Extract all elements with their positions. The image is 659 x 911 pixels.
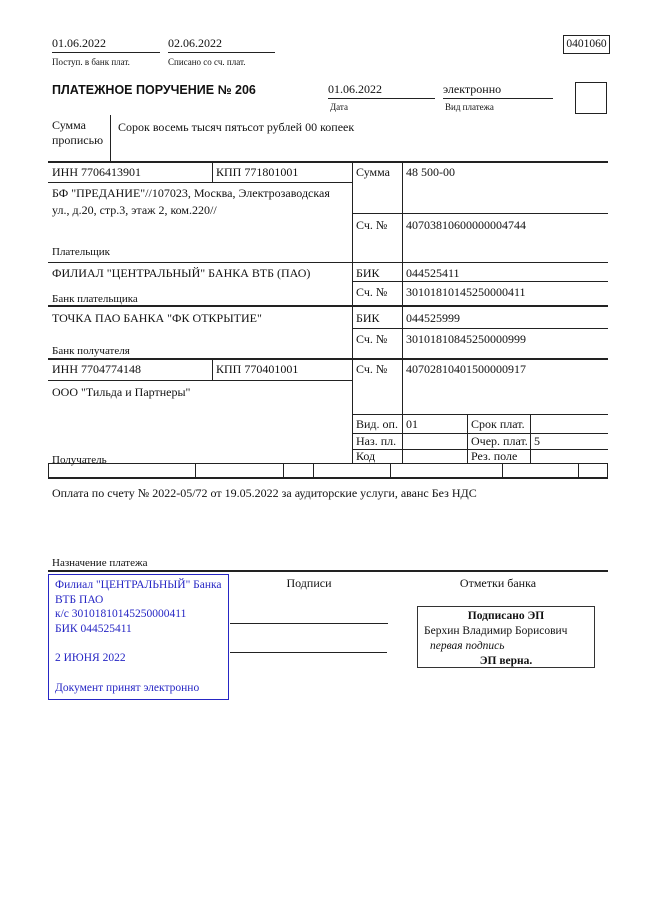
payer-bank-bik: 044525411 bbox=[406, 266, 460, 280]
line bbox=[48, 161, 608, 163]
stamp-bank-name: Филиал "ЦЕНТРАЛЬНЫЙ" Банка ВТБ ПАО bbox=[55, 579, 222, 606]
payment-kind-label: Вид платежа bbox=[445, 102, 494, 112]
payer-inn: ИНН 7706413901 bbox=[52, 165, 141, 179]
line bbox=[48, 262, 608, 263]
payer-bank-bik-label: БИК bbox=[356, 266, 380, 280]
purpose-code-label: Наз. пл. bbox=[356, 434, 397, 448]
payee-kpp: КПП 770401001 bbox=[216, 362, 299, 376]
payee-bank-bik-label: БИК bbox=[356, 311, 380, 325]
line bbox=[48, 570, 608, 572]
line bbox=[48, 463, 608, 464]
received-date: 01.06.2022 bbox=[52, 36, 160, 53]
esign-title: Подписано ЭП bbox=[467, 610, 545, 622]
line bbox=[402, 161, 403, 463]
amount-words-value: Сорок восемь тысяч пятьсот рублей 00 копеек bbox=[118, 120, 355, 134]
line bbox=[313, 463, 314, 477]
line bbox=[48, 477, 608, 479]
payee-bank-name: ТОЧКА ПАО БАНКА "ФК ОТКРЫТИЕ" bbox=[52, 311, 262, 325]
signatures-label: Подписи bbox=[286, 576, 332, 590]
line bbox=[352, 161, 353, 463]
line bbox=[48, 380, 352, 381]
amount-words-label: Сумма прописью bbox=[52, 118, 104, 147]
amount-value: 48 500-00 bbox=[406, 165, 455, 179]
reserve-field-label: Рез. поле bbox=[471, 449, 518, 463]
payment-kind-square bbox=[575, 82, 607, 114]
stamp-bik: БИК 044525411 bbox=[55, 622, 132, 635]
amount-label: Сумма bbox=[356, 165, 390, 179]
document-date: 01.06.2022 bbox=[328, 82, 435, 99]
payee-bank-account: 30101810845250000999 bbox=[406, 332, 526, 346]
line bbox=[195, 463, 196, 477]
payer-kpp: КПП 771801001 bbox=[216, 165, 299, 179]
payee-inn: ИНН 7704774148 bbox=[52, 362, 141, 376]
code-label: Код bbox=[356, 449, 376, 463]
line bbox=[390, 463, 391, 477]
esign-kind: первая подпись bbox=[430, 640, 505, 652]
line bbox=[467, 414, 468, 463]
payee-account-label: Сч. № bbox=[356, 362, 388, 376]
payee-bank-bik: 044525999 bbox=[406, 311, 460, 325]
line bbox=[352, 281, 608, 282]
line bbox=[352, 213, 608, 214]
debited-date-label: Списано со сч. плат. bbox=[168, 57, 246, 67]
stamp-note: Документ принят электронно bbox=[55, 681, 200, 694]
line bbox=[502, 463, 503, 477]
line bbox=[212, 358, 213, 380]
line bbox=[530, 414, 531, 463]
line bbox=[283, 463, 284, 477]
payer-bank-account-label: Сч. № bbox=[356, 285, 388, 299]
esign-status: ЭП верна. bbox=[479, 655, 533, 667]
payee-name: ООО "Тильда и Партнеры" bbox=[52, 385, 191, 399]
bank-marks-label: Отметки банка bbox=[459, 576, 537, 590]
esign-box bbox=[417, 606, 595, 668]
payer-label: Плательщик bbox=[52, 246, 110, 258]
line bbox=[48, 182, 352, 183]
requisites-table bbox=[48, 161, 608, 479]
payee-account: 40702810401500000917 bbox=[406, 362, 526, 376]
payer-account-label: Сч. № bbox=[356, 218, 388, 232]
esign-name: Берхин Владимир Борисович bbox=[424, 625, 568, 637]
line bbox=[212, 161, 213, 182]
amount-words-divider bbox=[110, 115, 111, 161]
order-label: Очер. плат. bbox=[471, 434, 528, 448]
line bbox=[48, 358, 608, 360]
line bbox=[352, 328, 608, 329]
stamp-corr-account: к/с 30101810145250000411 bbox=[55, 608, 187, 620]
payer-bank-label: Банк плательщика bbox=[52, 293, 138, 305]
payer-account: 40703810600000004744 bbox=[406, 218, 526, 232]
debited-date: 02.06.2022 bbox=[168, 36, 275, 53]
line bbox=[607, 463, 608, 477]
payer-bank-account: 30101810145250000411 bbox=[406, 285, 526, 299]
line bbox=[352, 414, 608, 415]
purpose-text: Оплата по счету № 2022-05/72 от 19.05.2022 за аудиторские услуги, аванс Без НДС bbox=[52, 486, 477, 500]
payment-kind: электронно bbox=[443, 82, 553, 99]
payee-bank-account-label: Сч. № bbox=[356, 332, 388, 346]
purpose-label: Назначение платежа bbox=[52, 557, 148, 569]
payee-label: Получатель bbox=[52, 454, 107, 466]
payer-bank-name: ФИЛИАЛ "ЦЕНТРАЛЬНЫЙ" БАНКА ВТБ (ПАО) bbox=[52, 266, 311, 280]
op-type-label: Вид. оп. bbox=[356, 417, 398, 431]
bank-stamp-box bbox=[48, 574, 229, 700]
document-title: ПЛАТЕЖНОЕ ПОРУЧЕНИЕ № 206 bbox=[52, 83, 256, 97]
payee-bank-label: Банк получателя bbox=[52, 345, 130, 357]
line bbox=[578, 463, 579, 477]
op-type-value: 01 bbox=[406, 417, 418, 431]
signature-line-2 bbox=[230, 652, 387, 653]
line bbox=[48, 463, 49, 477]
due-date-label: Срок плат. bbox=[471, 417, 525, 431]
stamp-date: 2 ИЮНЯ 2022 bbox=[55, 652, 126, 664]
payer-name: БФ "ПРЕДАНИЕ"//107023, Москва, Электрозаводская ул., д.20, стр.3, этаж 2, ком.220// bbox=[52, 186, 330, 217]
received-date-label: Поступ. в банк плат. bbox=[52, 57, 130, 67]
document-date-label: Дата bbox=[330, 102, 348, 112]
signature-line-1 bbox=[230, 623, 388, 624]
order-value: 5 bbox=[534, 434, 540, 448]
form-code-box: 0401060 bbox=[563, 35, 610, 54]
